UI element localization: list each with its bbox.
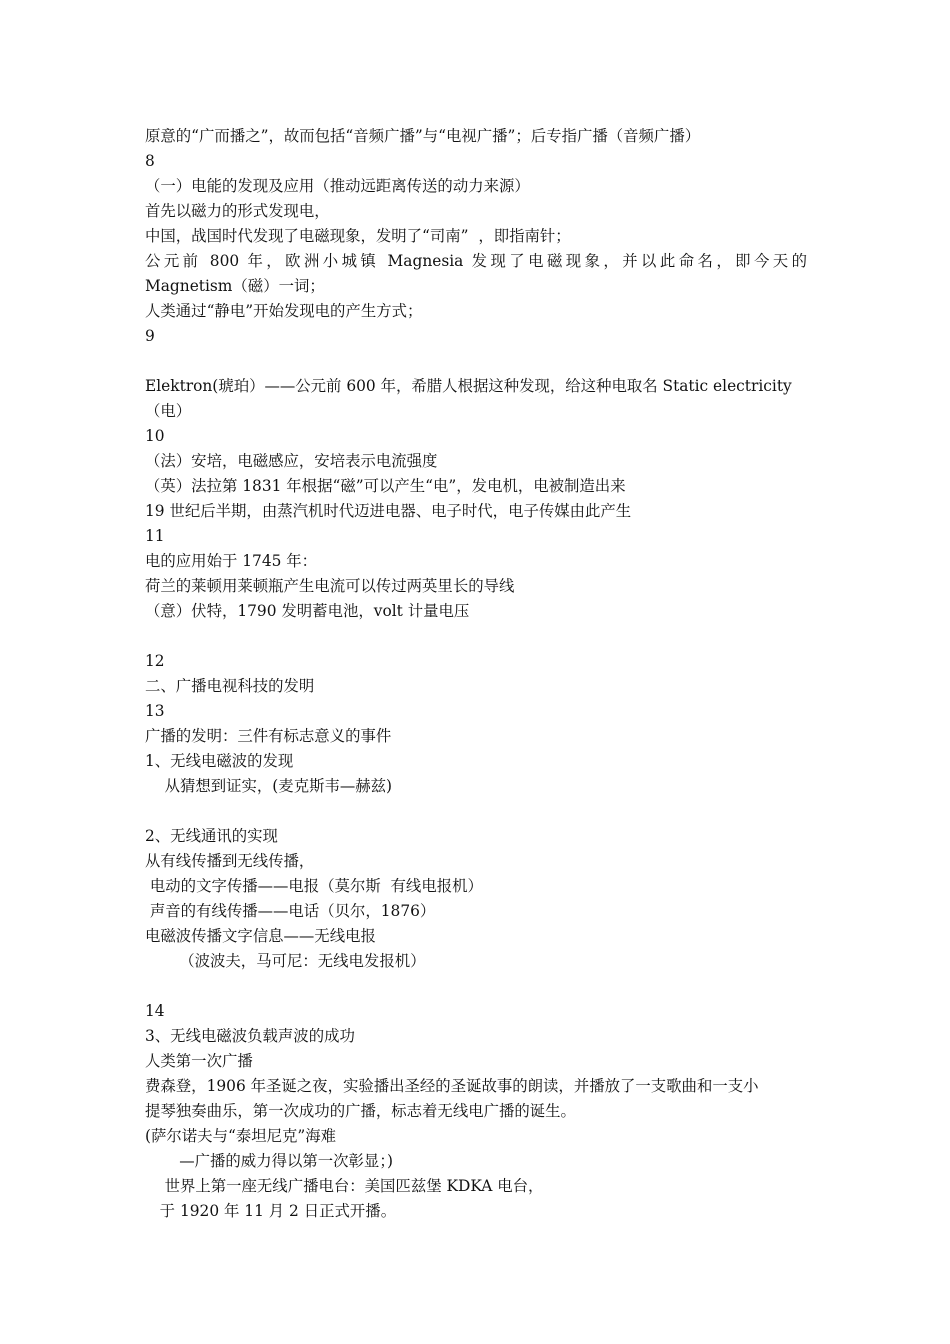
section-heading: 二、广播电视科技的发明 xyxy=(145,677,315,695)
page-number: 13 xyxy=(145,702,165,720)
text-line: 于 1920 年 11 月 2 日正式开播。 xyxy=(145,1202,397,1220)
text-line: 电磁波传播文字信息——无线电报 xyxy=(145,927,376,945)
page-number: 9 xyxy=(145,327,155,345)
text-line: 电动的文字传播——电报（莫尔斯 有线电报机） xyxy=(145,877,483,895)
list-item: 2、无线通讯的实现 xyxy=(145,827,278,845)
text-line: 首先以磁力的形式发现电， xyxy=(145,202,330,220)
page-number: 10 xyxy=(145,427,165,445)
blank-line xyxy=(145,624,807,649)
text-line: （波波夫，马可尼：无线电发报机） xyxy=(145,952,426,970)
text-line: （法）安培，电磁感应，安培表示电流强度 xyxy=(145,452,438,470)
list-item: 3、无线电磁波负载声波的成功 xyxy=(145,1027,355,1045)
text-line: （电） xyxy=(145,402,192,420)
text-line: (萨尔诺夫与“泰坦尼克”海难 xyxy=(145,1127,337,1145)
text-line: 19 世纪后半期，由蒸汽机时代迈进电器、电子时代，电子传媒由此产生 xyxy=(145,502,632,520)
page-number: 8 xyxy=(145,152,155,170)
text-line: 原意的“广而播之”，故而包括“音频广播”与“电视广播”；后专指广播（音频广播） xyxy=(145,127,701,145)
page-number: 11 xyxy=(145,527,165,545)
blank-line xyxy=(145,349,807,374)
text-line: （英）法拉第 1831 年根据“磁”可以产生“电”，发电机，电被制造出来 xyxy=(145,477,626,495)
page-number: 14 xyxy=(145,1002,165,1020)
text-line: 从猜想到证实，(麦克斯韦—赫兹) xyxy=(145,777,393,795)
section-heading: （一）电能的发现及应用（推动远距离传送的动力来源） xyxy=(145,177,530,195)
text-line: 提琴独奏曲乐，第一次成功的广播，标志着无线电广播的诞生。 xyxy=(145,1102,576,1120)
text-line: 公元前 800 年，欧洲小城镇 Magnesia 发现了电磁现象，并以此命名，即今天的 xyxy=(145,252,807,270)
text-line: 从有线传播到无线传播， xyxy=(145,852,315,870)
text-line: —广播的威力得以第一次彰显；) xyxy=(145,1152,394,1170)
text-line: 人类通过“静电”开始发现电的产生方式； xyxy=(145,302,423,320)
text-line: （意）伏特，1790 发明蓄电池，volt 计量电压 xyxy=(145,602,470,620)
text-line: 电的应用始于 1745 年： xyxy=(145,552,318,570)
list-item: 1、无线电磁波的发现 xyxy=(145,752,294,770)
blank-line xyxy=(145,799,807,824)
text-line: 世界上第一座无线广播电台：美国匹兹堡 KDKA 电台， xyxy=(145,1177,544,1195)
text-line: 声音的有线传播——电话（贝尔，1876） xyxy=(145,902,436,920)
text-line: Magnetism（磁）一词； xyxy=(145,277,325,295)
text-line: Elektron(琥珀）——公元前 600 年，希腊人根据这种发现，给这种电取名 Static electricity xyxy=(145,377,792,395)
text-line: 人类第一次广播 xyxy=(145,1052,253,1070)
text-line: 中国，战国时代发现了电磁现象，发明了“司南” ，即指南针； xyxy=(145,227,571,245)
text-line: 荷兰的莱顿用莱顿瓶产生电流可以传过两英里长的导线 xyxy=(145,577,515,595)
text-line: 广播的发明：三件有标志意义的事件 xyxy=(145,727,392,745)
blank-line xyxy=(145,974,807,999)
page-number: 12 xyxy=(145,652,165,670)
text-line: 费森登，1906 年圣诞之夜，实验播出圣经的圣诞故事的朗读，并播放了一支歌曲和一支小 xyxy=(145,1077,759,1095)
document-body xyxy=(145,124,807,1224)
